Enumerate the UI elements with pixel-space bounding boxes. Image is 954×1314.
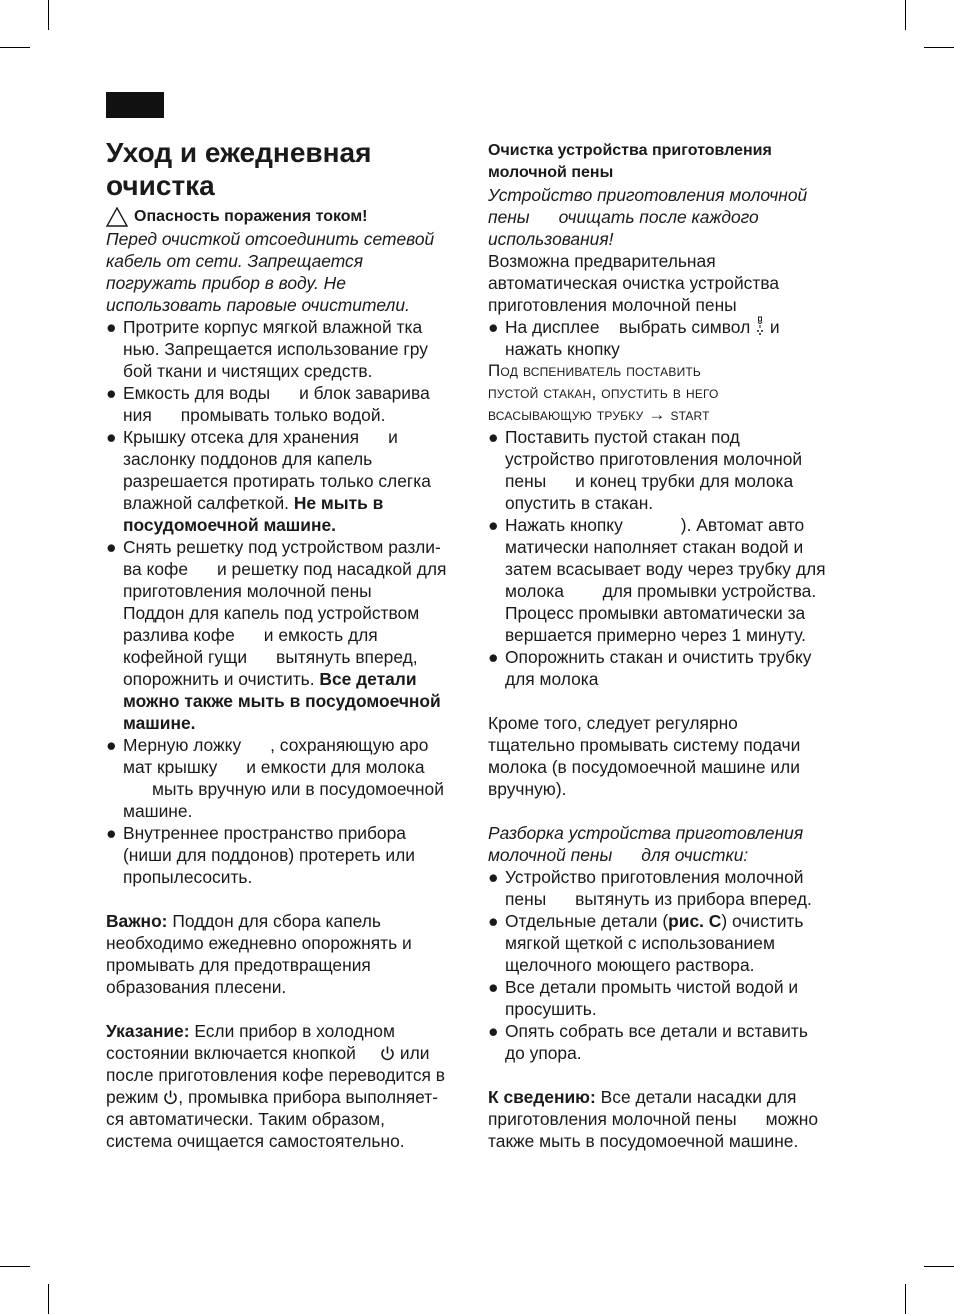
list-line: затем всасывает воду через трубку для [505, 559, 826, 579]
list-line: машине. [123, 801, 193, 821]
list-item [106, 426, 472, 536]
bullet: ● [106, 823, 117, 843]
list-line: ва кофе и решетку под насадкой для [123, 559, 447, 579]
section-heading: молочной пены [488, 164, 614, 181]
list-line: машине. [123, 713, 196, 733]
text-span: ) очистить [721, 911, 804, 931]
list-line: можно также мыть в посудомоечной [123, 691, 441, 711]
text-span: Отдельные детали ( [505, 911, 669, 931]
list-line: устройство приготовления молочной [505, 449, 803, 469]
italic-line: пены очищать после каждого [488, 207, 759, 227]
list-line: вершается примерно через 1 минуту. [505, 625, 806, 645]
warning-triangle-icon [106, 207, 128, 227]
bullet: ● [488, 427, 499, 447]
crop-mark [905, 1284, 906, 1314]
text-line: вручную). [488, 779, 567, 799]
list-item [106, 382, 472, 426]
bullet: ● [106, 427, 117, 447]
bullet: ● [488, 1021, 499, 1041]
crop-mark [905, 0, 906, 30]
list-line: опустить в стакан. [505, 493, 654, 513]
crop-mark [924, 1266, 954, 1267]
list-line: мягкой щеткой с использованием [505, 933, 775, 953]
text-line: Возможна предварительная [488, 251, 716, 271]
bullet: ● [106, 537, 117, 557]
crop-mark [0, 47, 30, 48]
bullet: ● [488, 515, 499, 535]
text-span: На дисплее выбрать символ [505, 317, 756, 337]
note-label: Указание: [106, 1021, 190, 1041]
text-span: , промывка прибора выполняет- [178, 1087, 438, 1107]
bullet: ● [106, 735, 117, 755]
list-line: приготовления молочной пены [123, 581, 372, 601]
text-span: start [665, 405, 710, 424]
list-line: бой ткани и чистящих средств. [123, 361, 373, 381]
display-text: пустой стакан, опустить в него [488, 383, 719, 402]
bullet: ● [488, 867, 499, 887]
list-item [488, 1020, 850, 1064]
italic-line: Разборка устройства приготовления [488, 823, 804, 843]
note-paragraph [106, 1020, 472, 1042]
text-line [106, 1086, 472, 1108]
bullet: ● [488, 647, 499, 667]
text-line: приготовления молочной пены можно [488, 1109, 819, 1129]
text-line: Кроме того, следует регулярно [488, 713, 738, 733]
list-line: Крышку отсека для хранения и [123, 427, 398, 447]
text-line: необходимо ежедневно опорожнять и [106, 933, 412, 953]
text-span: Поддон для сбора капель [167, 911, 381, 931]
warning-label: Опасность поражения током! [134, 208, 368, 225]
bullet: ● [106, 383, 117, 403]
list-line: Протрите корпус мягкой влажной тка [123, 317, 423, 337]
list-item [488, 866, 850, 910]
list-line: матически наполняет стакан водой и [505, 537, 804, 557]
crop-mark [48, 1284, 49, 1314]
list-line: Емкость для воды и блок заварива [123, 383, 430, 403]
text-line: после приготовления кофе переводится в [106, 1065, 446, 1085]
bullet: ● [488, 911, 499, 931]
display-text [488, 404, 850, 426]
important-paragraph [106, 910, 472, 932]
title-line: Уход и ежедневная [106, 137, 372, 168]
list-line: Поставить пустой стакан под [505, 427, 740, 447]
text-span: Все детали насадки для [595, 1087, 797, 1107]
list-line: щелочного моющего раствора. [505, 955, 755, 975]
text-span: Если прибор в холодном [189, 1021, 395, 1041]
list-line: Устройство приготовления молочной [505, 867, 804, 887]
arrow-right-icon: → [648, 405, 666, 424]
list-line: для молока [505, 669, 599, 689]
page-title [106, 136, 472, 202]
language-tab [106, 92, 164, 118]
info-paragraph [488, 1086, 850, 1108]
list-line: посудомоечной машине. [123, 515, 336, 535]
list-item [106, 536, 472, 734]
text-line: автоматическая очистка устройства [488, 273, 780, 293]
list-item [488, 976, 850, 1020]
crop-mark [48, 0, 49, 30]
bold-span: Все детали [319, 669, 417, 689]
text-span: состоянии включается кнопкой [106, 1043, 381, 1063]
text-span: и [765, 317, 780, 337]
list-line [123, 668, 472, 690]
list-item [106, 734, 472, 822]
list-line: Нажать кнопку ). Автомат авто [505, 515, 805, 535]
list-line: нажать кнопку [505, 339, 620, 359]
list-item [106, 316, 472, 382]
text-line: также мыть в посудомоечной машине. [488, 1131, 799, 1151]
text-span: всасывающую трубку [488, 405, 649, 424]
list-item [488, 426, 850, 514]
list-line [123, 492, 472, 514]
info-label: К сведению: [488, 1087, 596, 1107]
right-column [488, 140, 850, 1152]
list-line: Все детали промыть чистой водой и [505, 977, 799, 997]
text-line: промывать для предотвращения [106, 955, 371, 975]
list-line [505, 910, 850, 932]
warning-text: погружать прибор в воду. Не [106, 273, 346, 293]
text-span: опорожнить и очистить. [123, 669, 320, 689]
bullet: ● [488, 977, 499, 997]
list-line: кофейной гущи вытянуть вперед, [123, 647, 418, 667]
bold-span: рис. C [668, 911, 722, 931]
warning-text: Перед очисткой отсоединить сетевой [106, 229, 435, 249]
list-line: Поддон для капель под устройством [123, 603, 420, 623]
list-line: Опорожнить стакан и очистить трубку [505, 647, 812, 667]
list-item [488, 646, 850, 690]
list-line: разрешается протирать только слегка [123, 471, 431, 491]
title-line: очистка [106, 170, 215, 201]
list-line: (ниши для поддонов) протереть или [123, 845, 415, 865]
list-line: Внутреннее пространство прибора [123, 823, 406, 843]
list-line: ния промывать только водой. [123, 405, 386, 425]
list-line: молока для промывки устройства. [505, 581, 817, 601]
italic-line: использования! [488, 229, 614, 249]
warning-heading [106, 206, 472, 228]
text-line: образования плесени. [106, 977, 287, 997]
spacer [488, 800, 850, 822]
power-icon [380, 1045, 395, 1062]
list-line: пропылесосить. [123, 867, 253, 887]
crop-mark [924, 47, 954, 48]
list-line: пены и конец трубки для молока [505, 471, 794, 491]
list-line [505, 316, 850, 338]
list-item [488, 910, 850, 976]
list-line: Процесс промывки автоматически за [505, 603, 806, 623]
list-line: мыть вручную или в посудомоечной [123, 779, 444, 799]
bullet: ● [106, 317, 117, 337]
list-line: просушить. [505, 999, 597, 1019]
list-line: мат крышку и емкости для молока [123, 757, 425, 777]
list-line: заслонку поддонов для капель [123, 449, 373, 469]
text-span: влажной салфеткой. [123, 493, 294, 513]
left-column [106, 136, 472, 1152]
list-item [488, 316, 850, 360]
text-line: тщательно промывать систему подачи [488, 735, 801, 755]
list-item [488, 514, 850, 646]
important-label: Важно: [106, 911, 168, 931]
italic-line: молочной пены для очистки: [488, 845, 749, 865]
spacer [488, 1064, 850, 1086]
list-item [106, 822, 472, 888]
list-line: Мерную ложку , сохраняющую аро [123, 735, 429, 755]
spacer [106, 888, 472, 910]
spacer [106, 998, 472, 1020]
list-line: нью. Запрещается использование гру [123, 339, 428, 359]
text-span: режим [106, 1087, 164, 1107]
list-line: до упора. [505, 1043, 582, 1063]
text-line [106, 1042, 472, 1064]
italic-line: Устройство приготовления молочной [488, 185, 808, 205]
list-line: Опять собрать все детали и вставить [505, 1021, 808, 1041]
text-line: приготовления молочной пены [488, 295, 737, 315]
power-icon [163, 1089, 178, 1106]
list-line: пены вытянуть из прибора вперед. [505, 889, 812, 909]
text-line: молока (в посудомоечной машине или [488, 757, 800, 777]
display-text: Под вспениватель поставить [488, 361, 702, 380]
milk-froth-icon [755, 316, 765, 336]
text-line: система очищается самостоятельно. [106, 1131, 405, 1151]
text-span: или [395, 1043, 430, 1063]
warning-text: использовать паровые очистители. [106, 295, 410, 315]
text-line: ся автоматически. Таким образом, [106, 1109, 385, 1129]
crop-mark [0, 1266, 30, 1267]
spacer [488, 690, 850, 712]
section-heading: Очистка устройства приготовления [488, 142, 772, 159]
bold-span: Не мыть в [293, 493, 384, 513]
bullet: ● [488, 317, 499, 337]
list-line: разлива кофе и емкость для [123, 625, 378, 645]
warning-text: кабель от сети. Запрещается [106, 251, 364, 271]
list-line: Снять решетку под устройством разли- [123, 537, 441, 557]
